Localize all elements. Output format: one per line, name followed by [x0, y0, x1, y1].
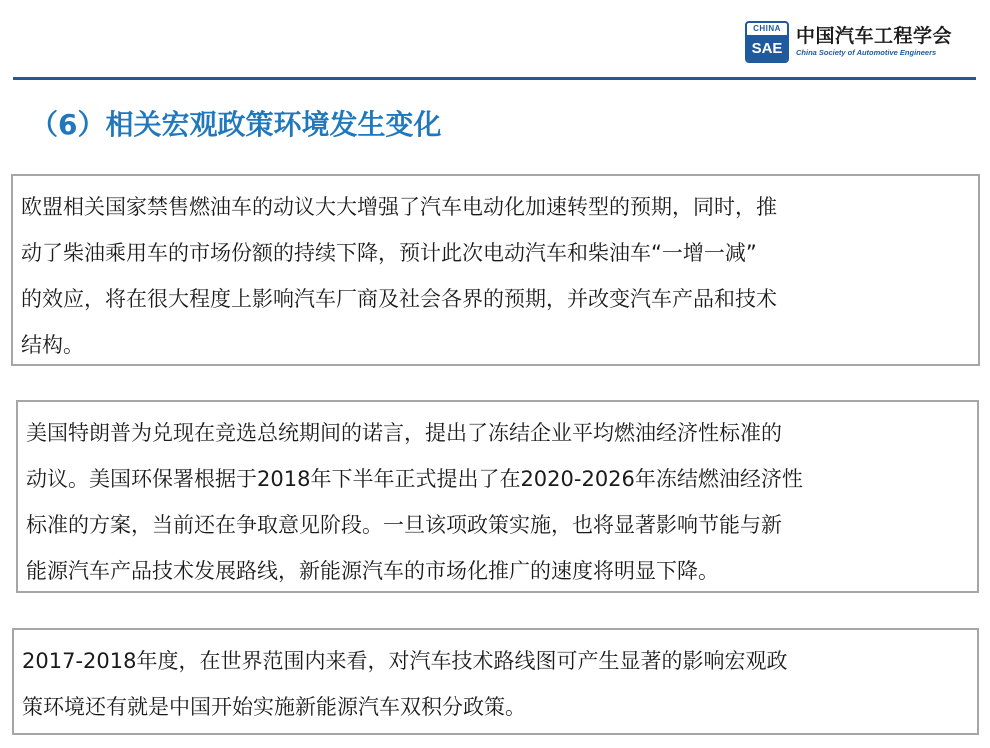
text-box-eu-policy	[11, 174, 980, 366]
badge-bottom-text: SAE	[747, 35, 787, 61]
text-box-china-policy	[12, 628, 979, 735]
organization-name-en: China Society of Automotive Engineers	[796, 48, 937, 57]
organization-name-cn: 中国汽车工程学会	[796, 25, 953, 47]
paragraph-line: 欧盟相关国家禁售燃油车的动议大大增强了汽车电动化加速转型的预期，同时，推	[21, 195, 777, 219]
logo-wordmark	[796, 25, 952, 59]
paragraph-line: 策环境还有就是中国开始实施新能源汽车双积分政策。	[22, 695, 526, 719]
slide-heading: （6）相关宏观政策环境发生变化	[30, 108, 442, 141]
paragraph-line: 的效应，将在很大程度上影响汽车厂商及社会各界的预期，并改变汽车产品和技术	[21, 287, 777, 311]
badge-top-text: CHINA	[753, 24, 781, 33]
paragraph-line: 动议。美国环保署根据于2018年下半年正式提出了在2020-2026年冻结燃油经济性	[26, 467, 803, 491]
paragraph-line: 美国特朗普为兑现在竞选总统期间的诺言，提出了冻结企业平均燃油经济性标准的	[26, 421, 782, 445]
paragraph-line: 2017-2018年度，在世界范围内来看，对汽车技术路线图可产生显著的影响宏观政	[22, 649, 788, 673]
paragraph-line: 结构。	[21, 333, 84, 357]
header-divider	[13, 77, 976, 80]
text-box-us-policy	[16, 400, 979, 593]
society-logo	[745, 21, 952, 63]
paragraph-line: 动了柴油乘用车的市场份额的持续下降，预计此次电动汽车和柴油车“一增一减”	[21, 241, 757, 265]
paragraph-line: 标准的方案，当前还在争取意见阶段。一旦该项政策实施，也将显著影响节能与新	[26, 513, 782, 537]
china-sae-badge	[745, 21, 789, 63]
paragraph-line: 能源汽车产品技术发展路线，新能源汽车的市场化推广的速度将明显下降。	[26, 559, 719, 583]
